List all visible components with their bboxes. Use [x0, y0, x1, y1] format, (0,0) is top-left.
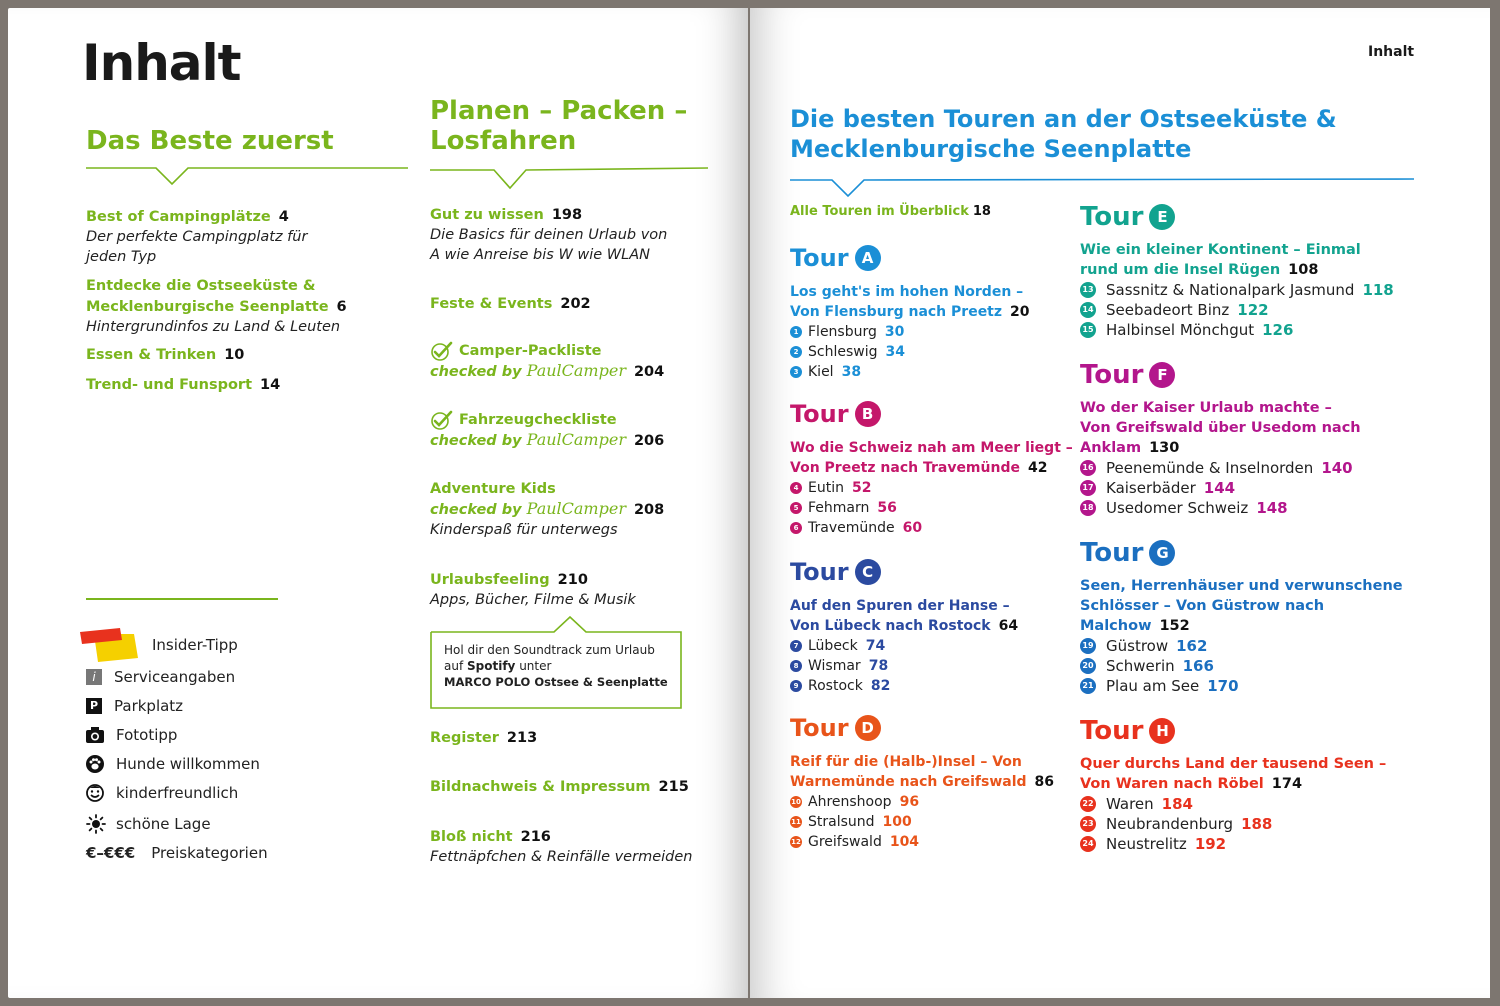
tour-page: 152	[1159, 618, 1190, 634]
stop-number: 16	[1080, 460, 1096, 476]
legend-item-service	[86, 668, 235, 686]
tour-title-line-1: Wie ein kleiner Kontinent – Einmal	[1080, 242, 1361, 258]
legend-item-insider-tipp	[86, 628, 238, 662]
stop-number: 22	[1080, 796, 1096, 812]
section-title-planen-packen: Planen – Packen – Losfahren	[430, 96, 688, 156]
stop-page: 166	[1182, 657, 1214, 675]
tour-a[interactable]	[790, 244, 1030, 382]
entry-page: 216	[520, 829, 551, 845]
stop-page: 52	[851, 480, 872, 496]
stop-page: 122	[1237, 301, 1269, 319]
checked-by-label: checked by	[430, 502, 522, 518]
entry-page: 6	[336, 299, 347, 315]
tour-c[interactable]	[790, 558, 1018, 696]
stop-name: Greifswald	[808, 834, 882, 850]
stop-number: 21	[1080, 678, 1096, 694]
entry-title: Feste & Events	[430, 296, 553, 312]
tour-label: Tour	[790, 558, 849, 586]
tour-label: Tour	[790, 400, 849, 428]
stop-page: 96	[899, 794, 920, 810]
legend-item-preis	[86, 844, 268, 862]
stop-page: 170	[1207, 677, 1239, 695]
stop-number: 19	[1080, 638, 1096, 654]
toc-entry-overview[interactable]	[790, 204, 991, 219]
tour-label: Tour	[1080, 202, 1144, 232]
stop-name: Waren	[1106, 795, 1154, 813]
entry-page: 14	[260, 377, 281, 393]
entry-subtitle: Kinderspaß für unterwegs	[430, 522, 618, 538]
tour-title-line-2: Von Greifswald über Usedom nach	[1080, 420, 1361, 436]
toc-entry[interactable]	[430, 341, 690, 382]
tour-label: Tour	[790, 244, 849, 272]
stop-number: 13	[1080, 282, 1096, 298]
stop-page: 188	[1241, 815, 1273, 833]
spotify-brand: Spotify	[467, 659, 516, 673]
check-icon	[430, 341, 454, 361]
stop-number: 2	[790, 346, 802, 358]
spotify-line-2-pre: auf	[444, 659, 467, 673]
entry-page: 208	[633, 502, 665, 518]
entry-subtitle: Die Basics für deinen Urlaub von A wie Anreise bis W wie WLAN	[430, 227, 668, 263]
stop-number: 12	[791, 838, 801, 846]
tour-badge-h: H	[1149, 718, 1175, 744]
stop-page: 78	[868, 658, 889, 674]
tour-g[interactable]	[1080, 538, 1403, 696]
tour-title-line-2: Warnemünde nach Greifswald	[790, 774, 1027, 790]
entry-subtitle: Fettnäpfchen & Reinfälle vermeiden	[430, 849, 693, 865]
entry-title: Alle Touren im Überblick	[790, 204, 969, 219]
stop-number: 7	[790, 640, 802, 652]
stop-page: 38	[841, 364, 862, 380]
legend-item-lage	[86, 814, 211, 834]
tour-b[interactable]	[790, 400, 1073, 538]
entry-title: Bloß nicht	[430, 829, 513, 845]
stop-number: 15	[1080, 322, 1096, 338]
stop-name: Ahrenshoop	[808, 794, 892, 810]
tour-badge-f: F	[1149, 362, 1175, 388]
stop-name: Seebadeort Binz	[1106, 301, 1230, 319]
paulcamper-logo: PaulCamper	[526, 430, 626, 449]
stop-name: Stralsund	[808, 814, 875, 830]
paulcamper-logo: PaulCamper	[526, 361, 626, 380]
toc-entry[interactable]	[430, 293, 591, 314]
entry-title: Trend- und Funsport	[86, 377, 253, 393]
tour-title-line-1: Seen, Herrenhäuser und verwunschene	[1080, 578, 1403, 594]
toc-entry[interactable]	[430, 480, 690, 540]
tour-badge-d: D	[855, 715, 881, 741]
tour-page: 86	[1034, 774, 1055, 790]
stop-number: 10	[791, 798, 801, 806]
stop-name: Plau am See	[1106, 677, 1200, 695]
stop-page: 184	[1161, 795, 1193, 813]
section-title-das-beste-zuerst: Das Beste zuerst	[86, 126, 334, 156]
running-head: Inhalt	[1368, 44, 1415, 60]
legend-label: Insider-Tipp	[152, 636, 238, 654]
stop-number: 4	[790, 482, 802, 494]
parking-icon: P	[86, 698, 102, 714]
toc-entry[interactable]	[86, 374, 280, 395]
tour-e[interactable]	[1080, 202, 1394, 340]
info-icon: i	[86, 669, 102, 685]
stop-number: 5	[790, 502, 802, 514]
stop-name: Halbinsel Mönchgut	[1106, 321, 1255, 339]
stop-page: 30	[884, 324, 905, 340]
entry-page: 215	[658, 779, 689, 795]
tour-page: 20	[1010, 304, 1030, 320]
stop-page: 82	[870, 678, 891, 694]
entry-page: 4	[278, 209, 289, 225]
toc-entry[interactable]	[430, 826, 710, 867]
spotify-playlist-name: MARCO POLO Ostsee & Seenplatte	[444, 675, 668, 689]
stop-name: Eutin	[808, 480, 844, 496]
tour-title-line-2: rund um die Insel Rügen	[1080, 262, 1281, 278]
legend-item-foto	[86, 726, 177, 744]
stop-number: 24	[1080, 836, 1096, 852]
entry-subtitle: Hintergrundinfos zu Land & Leuten	[86, 319, 341, 335]
tours-title	[790, 104, 1337, 164]
stop-name: Schwerin	[1106, 657, 1175, 675]
stop-page: 140	[1321, 459, 1353, 477]
toc-entry[interactable]	[86, 344, 244, 365]
legend-item-kinder	[86, 784, 238, 802]
stop-page: 104	[889, 834, 920, 850]
tour-page: 174	[1271, 776, 1303, 792]
entry-page: 10	[224, 347, 245, 363]
tours-title-line-2: Mecklenburgische Seenplatte	[790, 135, 1192, 163]
check-icon	[430, 410, 454, 430]
tour-title-line-2: Von Lübeck nach Rostock	[790, 618, 991, 634]
smiley-icon	[86, 784, 104, 802]
toc-entry[interactable]	[86, 275, 386, 337]
entry-title: Fahrzeugcheckliste	[459, 411, 617, 428]
legend-label: Hunde willkommen	[116, 755, 260, 773]
left-page	[8, 8, 748, 998]
tour-title-line-1: Quer durchs Land der tausend Seen –	[1080, 756, 1387, 772]
stop-page: 148	[1256, 499, 1288, 517]
entry-title: Entdecke die Ostseeküste & Mecklenburgische Seenplatte	[86, 278, 329, 315]
entry-title: Adventure Kids	[430, 481, 556, 497]
tour-h[interactable]	[1080, 716, 1386, 854]
stop-number: 3	[790, 366, 802, 378]
stop-name: Kiel	[808, 364, 834, 380]
stop-name: Wismar	[808, 658, 861, 674]
tour-badge-c: C	[855, 559, 881, 585]
tour-label: Tour	[1080, 538, 1144, 568]
page-heading: Inhalt	[82, 34, 241, 92]
entry-title: Urlaubsfeeling	[430, 572, 550, 588]
tour-title-line-2: Von Waren nach Röbel	[1080, 776, 1264, 792]
legend-item-parking	[86, 697, 183, 715]
stop-page: 162	[1176, 637, 1208, 655]
tour-f[interactable]	[1080, 360, 1361, 518]
entry-title: Essen & Trinken	[86, 347, 217, 363]
spotify-line-2-post: unter	[515, 659, 552, 673]
entry-title: Register	[430, 730, 499, 746]
stop-page: 100	[882, 814, 912, 830]
stop-page: 74	[865, 638, 886, 654]
tour-title-line-2: Schlösser – Von Güstrow nach	[1080, 598, 1325, 614]
tour-label: Tour	[790, 714, 849, 742]
camera-icon	[86, 727, 104, 743]
stop-name: Sassnitz & Nationalpark Jasmund	[1106, 281, 1355, 299]
section-rule-1	[86, 166, 408, 196]
toc-entry[interactable]	[430, 204, 690, 265]
entry-page: 198	[551, 207, 583, 223]
tour-page: 130	[1149, 440, 1180, 456]
entry-page: 204	[633, 364, 665, 380]
stop-number: 20	[1080, 658, 1096, 674]
entry-page: 18	[972, 204, 991, 219]
toc-entry[interactable]	[430, 569, 690, 610]
stop-number: 23	[1080, 816, 1096, 832]
stop-number: 9	[790, 680, 802, 692]
price-icon: €–€€€	[86, 844, 136, 862]
toc-entry[interactable]	[430, 410, 690, 451]
entry-title: Gut zu wissen	[430, 207, 544, 223]
paw-icon	[86, 755, 104, 773]
tour-page: 108	[1288, 262, 1319, 278]
stop-number: 17	[1080, 480, 1096, 496]
checked-by-label: checked by	[430, 364, 522, 380]
sun-icon	[86, 814, 106, 834]
stop-name: Güstrow	[1106, 637, 1169, 655]
stop-name: Flensburg	[808, 324, 877, 340]
entry-subtitle: Der perfekte Campingplatz für jeden Typ	[86, 229, 308, 265]
stop-page: 192	[1194, 835, 1227, 853]
right-page	[750, 8, 1490, 998]
checked-by-label: checked by	[430, 433, 522, 449]
entry-page: 210	[557, 572, 588, 588]
stop-number: 14	[1080, 302, 1096, 318]
legend-label: Serviceangaben	[114, 668, 236, 686]
stop-name: Usedomer Schweiz	[1106, 499, 1249, 517]
stop-name: Peenemünde & Inselnorden	[1106, 459, 1314, 477]
entry-page: 213	[506, 730, 538, 746]
stop-name: Rostock	[808, 678, 863, 694]
tour-page: 64	[998, 618, 1019, 634]
entry-title: Best of Campingplätze	[86, 209, 271, 225]
tour-d[interactable]	[790, 714, 1054, 852]
stop-page: 56	[877, 500, 897, 516]
stop-name: Lübeck	[808, 638, 858, 654]
stop-name: Fehmarn	[808, 500, 870, 516]
tour-title-line-2: Von Preetz nach Travemünde	[790, 460, 1020, 476]
entry-page: 206	[633, 433, 665, 449]
paulcamper-logo: PaulCamper	[526, 499, 626, 518]
legend-rule	[86, 598, 278, 600]
tour-title-line-1: Los geht's im hohen Norden –	[790, 284, 1024, 300]
toc-entry[interactable]	[430, 727, 537, 748]
tour-title-line-1: Auf den Spuren der Hanse –	[790, 598, 1010, 614]
legend-label: kinderfreundlich	[116, 784, 239, 802]
tours-title-line-1: Die besten Touren an der Ostseeküste &	[790, 105, 1337, 133]
tour-label: Tour	[1080, 716, 1144, 746]
tour-badge-a: A	[855, 245, 881, 271]
tour-title-line-1: Wo der Kaiser Urlaub machte –	[1080, 400, 1332, 416]
tour-title-line-1: Wo die Schweiz nah am Meer liegt –	[790, 440, 1073, 456]
stop-name: Travemünde	[808, 520, 895, 536]
stop-page: 144	[1203, 479, 1236, 497]
tour-title-line-3: Malchow	[1080, 618, 1152, 634]
tour-label: Tour	[1080, 360, 1144, 390]
tour-title-line-2: Von Flensburg nach Preetz	[790, 304, 1003, 320]
entry-subtitle: Apps, Bücher, Filme & Musik	[430, 592, 636, 608]
stop-number: 1	[790, 326, 802, 338]
legend-item-hunde	[86, 755, 260, 773]
stop-page: 118	[1362, 281, 1394, 299]
section-rule-2	[430, 166, 708, 196]
spotify-box[interactable]	[444, 642, 668, 690]
tour-badge-b: B	[855, 401, 881, 427]
tour-badge-g: G	[1149, 540, 1175, 566]
insider-tip-icon	[80, 628, 140, 662]
tour-title-line-1: Reif für die (Halb-)Insel – Von	[790, 754, 1022, 770]
stop-name: Neubrandenburg	[1106, 815, 1234, 833]
entry-title: Camper-Packliste	[459, 342, 602, 359]
stop-name: Schleswig	[808, 344, 878, 360]
stop-number: 6	[790, 522, 802, 534]
stop-number: 18	[1080, 500, 1096, 516]
stop-number: 8	[790, 660, 802, 672]
legend-label: Parkplatz	[114, 697, 184, 715]
stop-page: 60	[902, 520, 923, 536]
entry-page: 202	[560, 296, 591, 312]
legend-label: Preiskategorien	[151, 844, 268, 862]
stop-number: 11	[791, 818, 801, 826]
spotify-line-1: Hol dir den Soundtrack zum Urlaub	[444, 643, 655, 657]
stop-name: Kaiserbäder	[1106, 479, 1196, 497]
tour-title-line-3: Anklam	[1080, 440, 1142, 456]
stop-name: Neustrelitz	[1106, 835, 1187, 853]
tour-badge-e: E	[1149, 204, 1175, 230]
entry-title: Bildnachweis & Impressum	[430, 779, 651, 795]
legend-label: schöne Lage	[116, 815, 211, 833]
toc-entry[interactable]	[430, 776, 689, 797]
tour-page: 42	[1027, 460, 1048, 476]
stop-page: 34	[885, 344, 905, 360]
toc-entry[interactable]	[86, 206, 386, 267]
legend-label: Fototipp	[116, 726, 178, 744]
stop-page: 126	[1262, 321, 1294, 339]
